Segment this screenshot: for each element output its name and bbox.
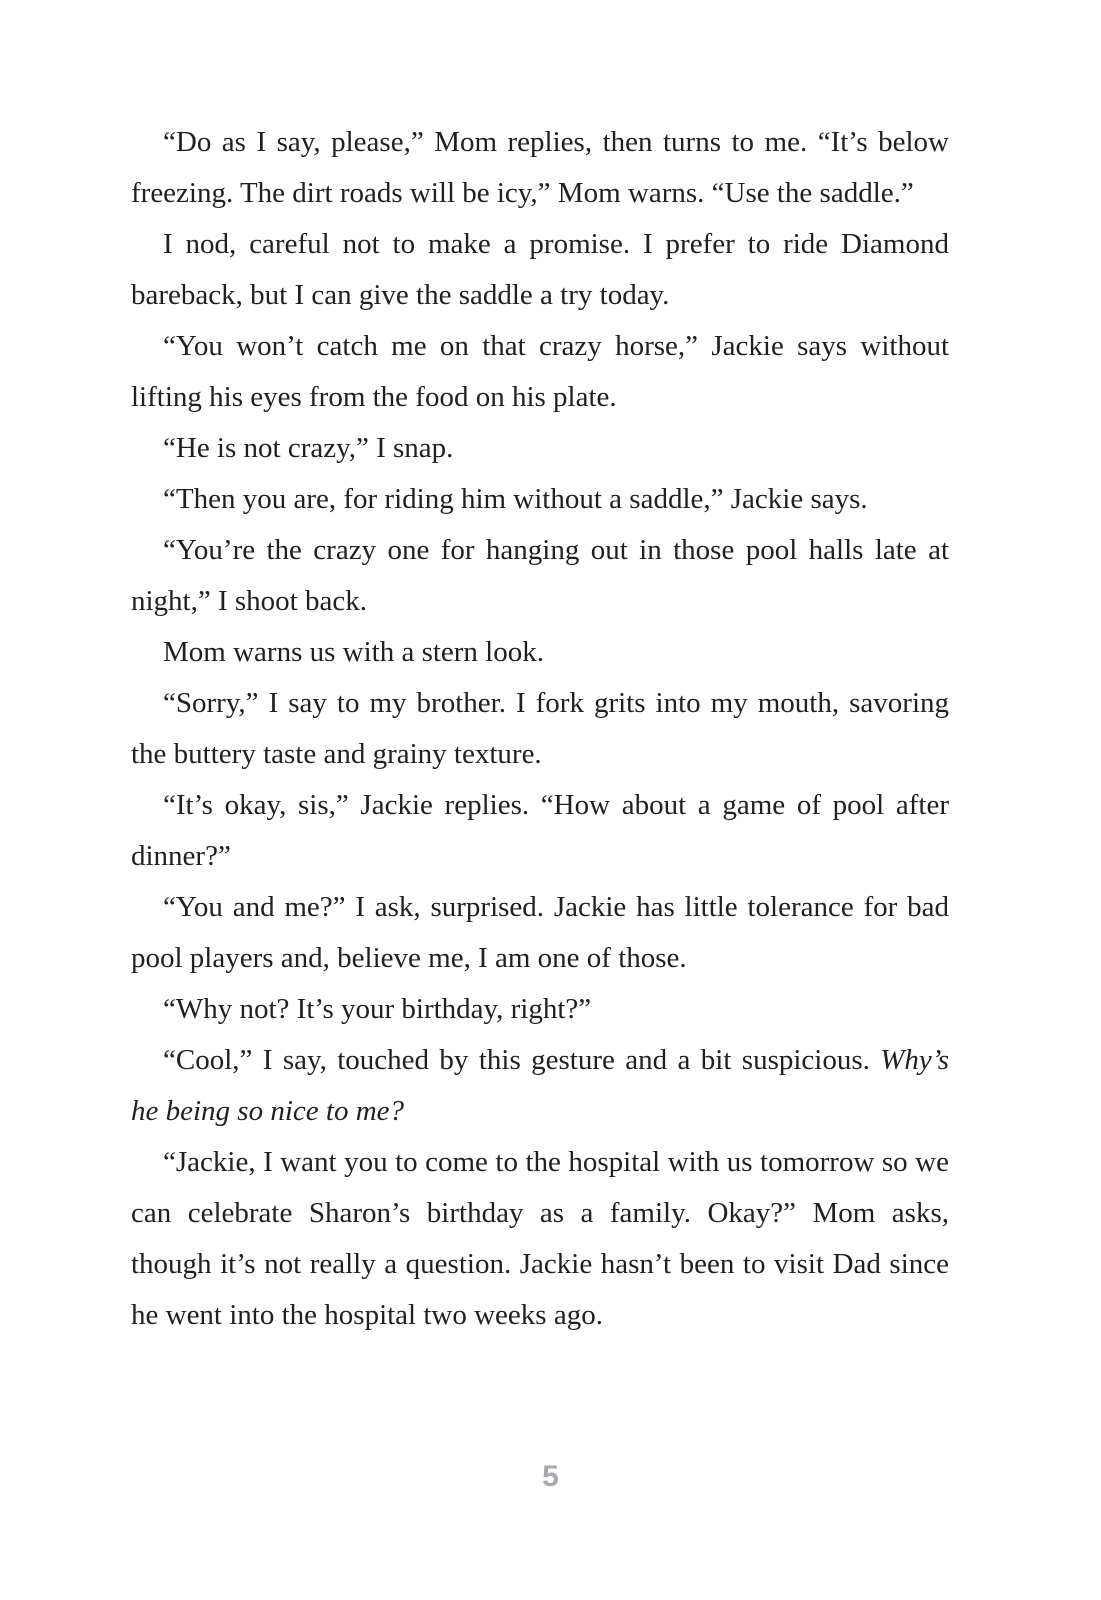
italic-thought: Why’s he being so nice to me? bbox=[131, 1044, 949, 1127]
paragraph-7: Mom warns us with a stern look. bbox=[163, 636, 544, 668]
paragraph-3: “You won’t catch me on that crazy horse,” Jackie says without lifting his eyes from the food on his plate. bbox=[131, 330, 949, 413]
paragraph-2: I nod, careful not to make a promise. I prefer to ride Diamond bareback, but I can give the saddle a try today. bbox=[131, 228, 949, 311]
body-text bbox=[131, 117, 949, 1341]
paragraph-12 bbox=[131, 1035, 949, 1137]
paragraph-8: “Sorry,” I say to my brother. I fork grits into my mouth, savoring the buttery taste and grainy texture. bbox=[131, 687, 949, 770]
paragraph-12-text: “Cool,” I say, touched by this gesture and a bit suspicious. bbox=[163, 1044, 870, 1076]
paragraph-11: “Why not? It’s your birthday, right?” bbox=[163, 993, 592, 1025]
page-number: 5 bbox=[542, 1460, 559, 1493]
paragraph-9: “It’s okay, sis,” Jackie replies. “How about a game of pool after dinner?” bbox=[131, 789, 949, 872]
paragraph-10: “You and me?” I ask, surprised. Jackie has little tolerance for bad pool players and, believe me, I am one of those. bbox=[131, 891, 949, 974]
paragraph-13: “Jackie, I want you to come to the hospital with us tomorrow so we can celebrate Sharon’s birthday as a family. Okay?” Mom asks, though it’s not really a question. Jackie hasn’t been to visit Dad since he went into the hospital two weeks ago. bbox=[131, 1146, 949, 1331]
paragraph-1: “Do as I say, please,” Mom replies, then turns to me. “It’s below freezing. The dirt roads will be icy,” Mom warns. “Use the saddle.” bbox=[131, 126, 949, 209]
paragraph-4: “He is not crazy,” I snap. bbox=[163, 432, 454, 464]
paragraph-6: “You’re the crazy one for hanging out in those pool halls late at night,” I shoot back. bbox=[131, 534, 949, 617]
paragraph-5: “Then you are, for riding him without a saddle,” Jackie says. bbox=[163, 483, 868, 515]
